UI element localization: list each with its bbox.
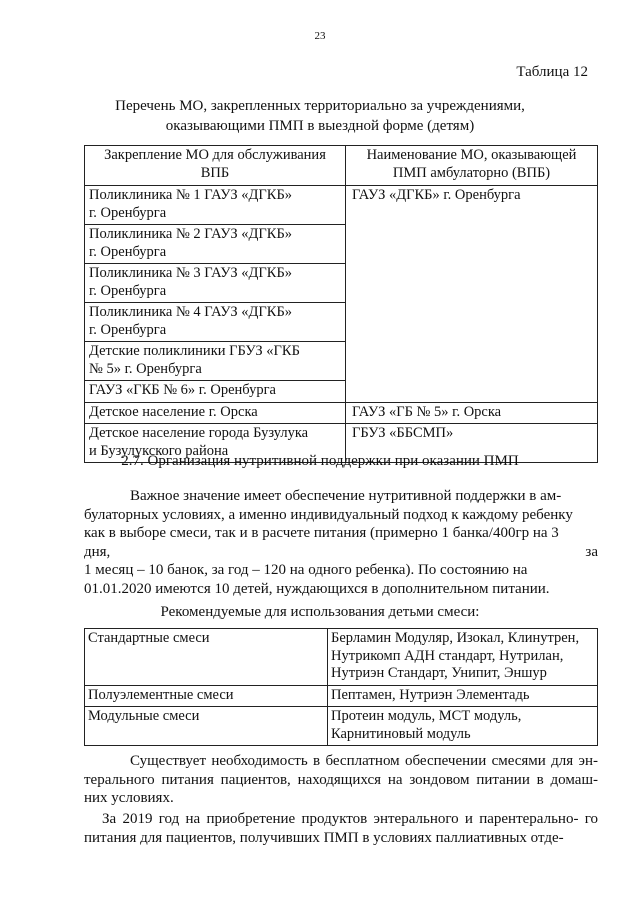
table-cell: ГБУЗ «ББСМП» <box>346 424 598 463</box>
paragraph-line: дня, за <box>84 543 598 560</box>
paragraph-line: Важное значение имеет обеспечение нутритивной поддержки в ам- <box>130 488 562 504</box>
table-cell: Поликлиника № 3 ГАУЗ «ДГКБ» г. Оренбурга <box>85 264 346 303</box>
table-row <box>85 186 598 225</box>
paragraph-line: го питания для пациентов, получивших ПМП в условиях паллиативных отде- <box>84 811 598 846</box>
paragraph <box>84 810 598 847</box>
header-cell-assignment: Закрепление МО для обслуживания ВПБ <box>85 146 346 186</box>
section-heading: 2.7. Организация нутритивной поддержки при оказании ПМП <box>121 453 519 469</box>
table-cell: Поликлиника № 2 ГАУЗ «ДГКБ» г. Оренбурга <box>85 225 346 264</box>
header-cell-provider: Наименование МО, оказывающей ПМП амбулаторно (ВПБ) <box>346 146 598 186</box>
table-cell: Поликлиника № 4 ГАУЗ «ДГКБ» г. Оренбурга <box>85 303 346 342</box>
mo-assignment-table <box>84 145 598 463</box>
table-cell: ГАУЗ «ГБ № 5» г. Орска <box>346 402 598 424</box>
table-cell: ГАУЗ «ГКБ № 6» г. Оренбурга <box>85 381 346 403</box>
table-row <box>85 685 598 707</box>
paragraph-line: Существует необходимость в бесплатном обеспечении смесями для эн- <box>130 753 598 769</box>
paragraph-line: 1 месяц – 10 банок, за год – 120 на одного ребенка). По состоянию на <box>84 562 528 578</box>
paragraph-line: За 2019 год на приобретение продуктов энтерального и парентерально- <box>102 811 579 827</box>
title-line: оказывающими ПМП в выездной форме (детям) <box>165 118 475 134</box>
table-cell: Полуэлементные смеси <box>85 685 328 707</box>
table-cell: Поликлиника № 1 ГАУЗ «ДГКБ» г. Оренбурга <box>85 186 346 225</box>
table-cell: Берламин Модуляр, Изокал, Клинутрен, Нутрикомп АДН стандарт, Нутрилан, Нутриэн Стандарт, Унипит, Эншур <box>328 629 598 686</box>
table-cell-merged: ГАУЗ «ДГКБ» г. Оренбурга <box>346 186 598 403</box>
table-cell: Протеин модуль, МСТ модуль, Карнитиновый модуль <box>328 707 598 746</box>
paragraph-line: булаторных условиях, а именно индивидуальный подход к каждому ребенку <box>84 506 573 523</box>
paragraph-line: 01.01.2020 имеются 10 детей, нуждающихся в дополнительном питании. <box>84 580 550 597</box>
table-row <box>85 707 598 746</box>
table-row <box>85 402 598 424</box>
page-number: 23 <box>314 30 326 42</box>
table-header-row <box>85 146 598 186</box>
title-line: Перечень МО, закрепленных территориально за учреждениями, <box>115 98 525 114</box>
table-cell: Детские поликлиники ГБУЗ «ГКБ № 5» г. Оренбурга <box>85 342 346 381</box>
table-row <box>85 629 598 686</box>
paragraph-line: терального питания пациентов, находящихся на зондовом питании в домаш- <box>84 771 598 788</box>
paragraph <box>84 487 598 598</box>
table-cell: Модульные смеси <box>85 707 328 746</box>
paragraph-line: как в выборе смеси, так и в расчете питания (примерно 1 банка/400гр на 3 <box>84 525 559 541</box>
table-cell: Пептамен, Нутриэн Элементадь <box>328 685 598 707</box>
paragraph <box>84 752 598 808</box>
table-cell: Детское население г. Орска <box>85 402 346 424</box>
table-caption: Рекомендуемые для использования детьми смеси: <box>160 604 480 620</box>
nutrition-mixes-table <box>84 628 598 746</box>
paragraph-line: них условиях. <box>84 790 174 806</box>
table-cell: Стандартные смеси <box>85 629 328 686</box>
document-title <box>80 96 560 136</box>
table-cell: Детское население города Бузулука и Бузулукского района <box>85 424 346 463</box>
table-label: Таблица 12 <box>516 64 588 80</box>
